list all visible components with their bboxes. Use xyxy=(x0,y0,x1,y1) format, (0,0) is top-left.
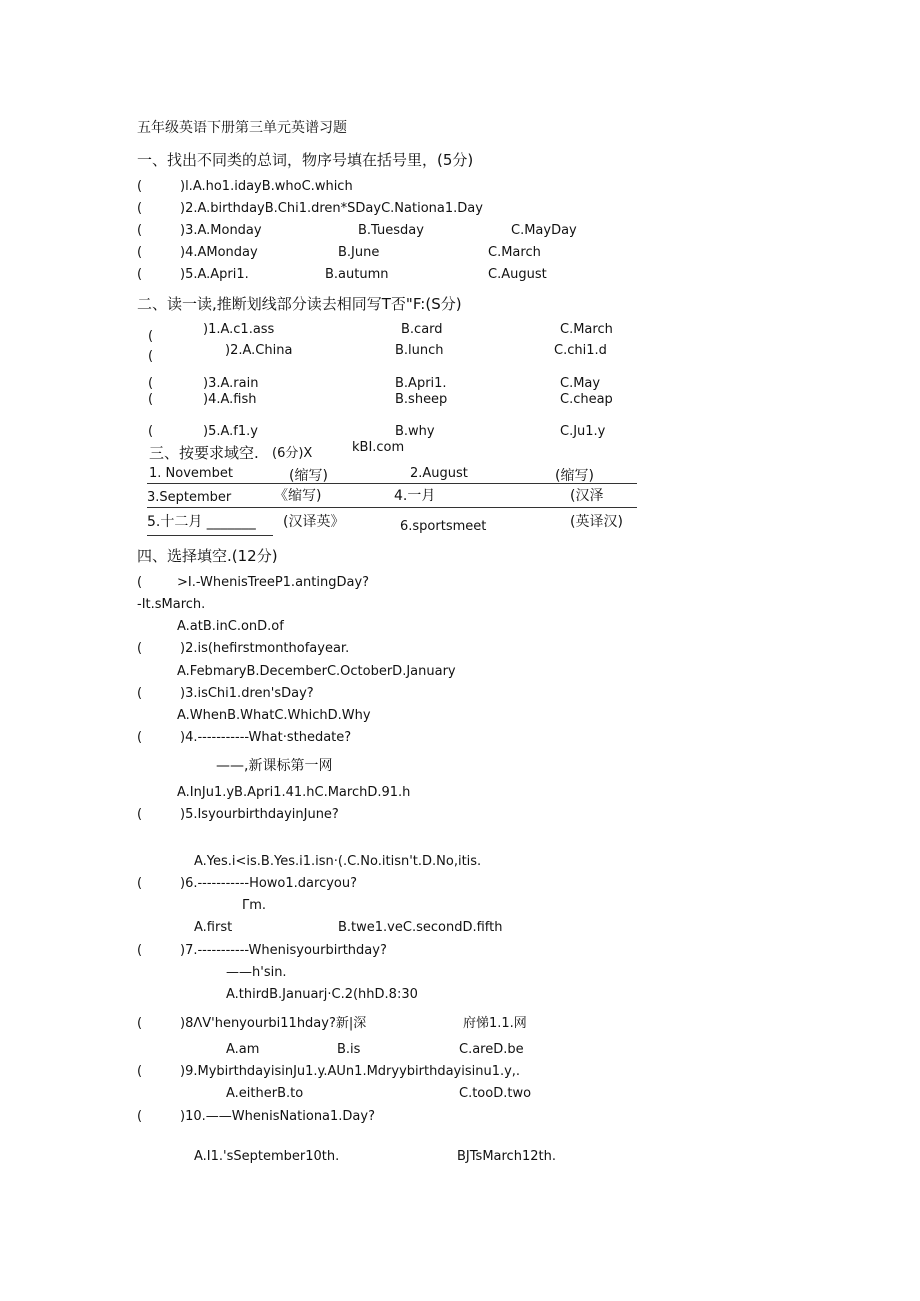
fill-hint: 《缩写) xyxy=(274,488,322,504)
option-b: B.card xyxy=(401,322,443,337)
option-a: )1.A.c1.ass xyxy=(203,322,275,337)
option-a: )5.A.f1.y xyxy=(203,424,258,439)
question-text: )5.IsyourbirthdayinJune? xyxy=(180,807,339,822)
option-a: )3.A.rain xyxy=(203,376,259,391)
option-b: B.autumn xyxy=(325,267,389,282)
fill-item: 3.September xyxy=(147,490,232,505)
answer-paren[interactable]: ( xyxy=(148,376,154,391)
option-b: B.lunch xyxy=(395,343,444,358)
option-c: C.Ju1.y xyxy=(560,424,606,439)
option-a: )4.A.fish xyxy=(203,392,257,407)
section-3-score: (6分)X xyxy=(272,446,313,461)
answer-paren[interactable]: ( xyxy=(137,876,143,891)
options-text: A.eitherB.to xyxy=(226,1086,304,1101)
options-text: A.Yes.i<is.B.Yes.i1.isn·(.C.No.itisn't.D.No,itis. xyxy=(194,854,482,869)
answer-paren[interactable]: ( xyxy=(137,686,143,701)
option-b: B.Apri1. xyxy=(395,376,447,391)
answer-line[interactable] xyxy=(147,535,273,536)
question-text: -It.sMarch. xyxy=(137,597,206,612)
fill-item: 1. Novembet xyxy=(149,466,233,481)
question-text: )3.A.Monday xyxy=(180,223,262,238)
options-text: C.areD.be xyxy=(459,1042,524,1057)
option-b: B.June xyxy=(338,245,380,260)
question-text: )7.-----------Whenisyourbirthday? xyxy=(180,943,387,958)
option-b: B.sheep xyxy=(395,392,448,407)
option-b: B.Tuesday xyxy=(358,223,424,238)
answer-paren[interactable]: ( xyxy=(137,575,143,590)
fill-hint: (英译汉) xyxy=(570,514,623,530)
options-text: A.atB.inC.onD.of xyxy=(177,619,284,634)
question-text: )3.isChi1.dren'sDay? xyxy=(180,686,314,701)
answer-paren[interactable]: ( xyxy=(137,1064,143,1079)
fill-item: 5.十二月 _______ xyxy=(147,514,256,530)
question-text: )8ΛV'henyourbi11hday?新|深 xyxy=(180,1016,367,1031)
question-text: )2.is(hefirstmonthofayear. xyxy=(180,641,350,656)
option-c: C.August xyxy=(488,267,547,282)
option-b: B.why xyxy=(395,424,435,439)
section-3-heading: 三、按要求域空. xyxy=(149,444,259,462)
watermark-text: 府悌1.1.网 xyxy=(463,1016,527,1031)
answer-paren[interactable]: ( xyxy=(137,641,143,656)
answer-paren[interactable]: ( xyxy=(137,201,143,216)
answer-paren[interactable]: ( xyxy=(137,267,143,282)
options-text: A.WhenB.WhatC.WhichD.Why xyxy=(177,708,371,723)
question-text: ——h'sin. xyxy=(226,965,287,980)
answer-paren[interactable]: ( xyxy=(137,807,143,822)
fill-hint: (缩写) xyxy=(555,468,594,484)
options-text: BJTsMarch12th. xyxy=(457,1149,556,1164)
answer-paren[interactable]: ( xyxy=(137,223,143,238)
question-text: )6.-----------Howo1.darcyou? xyxy=(180,876,358,891)
question-text: Γm. xyxy=(242,898,267,913)
answer-line[interactable] xyxy=(147,507,637,508)
page-title: 五年级英语下册第三单元英谱习题 xyxy=(137,120,347,136)
watermark-text: kBI.com xyxy=(352,440,405,455)
question-text: )2.A.birthdayB.Chi1.dren*SDayC.Nationa1.Day xyxy=(180,201,483,216)
section-2-heading: 二、读一读,推断划线部分读去相同写T否"F:(S分) xyxy=(137,295,462,313)
section-1-heading: 一、找出不同类的总词，物序号填在括号里，(5分) xyxy=(137,151,474,169)
fill-hint: (汉译英》 xyxy=(283,514,345,530)
answer-line[interactable] xyxy=(147,483,637,484)
options-text: A.FebmaryB.DecemberC.OctoberD.January xyxy=(177,664,456,679)
options-text: A.first xyxy=(194,920,233,935)
question-text: )5.A.Apri1. xyxy=(180,267,249,282)
fill-item: 6.sportsmeet xyxy=(400,519,487,534)
question-text: )4.AMonday xyxy=(180,245,258,260)
option-c: C.March xyxy=(560,322,613,337)
options-text: A.I1.'sSeptember10th. xyxy=(194,1149,340,1164)
option-c: C.May xyxy=(560,376,601,391)
question-text: >I.-WhenisTreeP1.antingDay? xyxy=(177,575,370,590)
fill-hint: (汉泽 xyxy=(570,488,604,504)
question-text: )9.MybirthdayisinJu1.y.AUn1.Mdryybirthdayisinu1.y,. xyxy=(180,1064,521,1079)
answer-paren[interactable]: ( xyxy=(137,179,143,194)
options-text: B.twe1.veC.secondD.fifth xyxy=(338,920,503,935)
option-c: C.MayDay xyxy=(511,223,577,238)
option-c: C.chi1.d xyxy=(554,343,607,358)
options-text: A.InJu1.yB.Apri1.41.hC.MarchD.91.h xyxy=(177,785,411,800)
options-text: C.tooD.two xyxy=(459,1086,532,1101)
answer-paren[interactable]: ( xyxy=(137,943,143,958)
fill-item: 4.一月 xyxy=(394,488,436,504)
option-c: C.March xyxy=(488,245,541,260)
section-4-heading: 四、选择填空.(12分) xyxy=(137,547,278,565)
answer-paren[interactable]: ( xyxy=(137,245,143,260)
question-text: )10.——WhenisNationa1.Day? xyxy=(180,1109,375,1124)
question-text: )l.A.ho1.idayB.whoC.which xyxy=(180,179,353,194)
option-a: )2.A.China xyxy=(225,343,293,358)
answer-paren[interactable]: ( xyxy=(137,1109,143,1124)
question-text: )4.-----------What·sthedate? xyxy=(180,730,352,745)
question-text: ——,新课标第一网 xyxy=(216,758,333,774)
fill-item: 2.August xyxy=(410,466,468,481)
answer-paren[interactable]: ( xyxy=(148,424,154,439)
answer-paren[interactable]: ( xyxy=(148,349,154,364)
answer-paren[interactable]: ( xyxy=(148,392,154,407)
option-c: C.cheap xyxy=(560,392,613,407)
options-text: A.thirdB.Januarj·C.2(hhD.8:30 xyxy=(226,987,418,1002)
answer-paren[interactable]: ( xyxy=(148,329,154,344)
answer-paren[interactable]: ( xyxy=(137,730,143,745)
options-text: A.am xyxy=(226,1042,260,1057)
fill-hint: (缩写) xyxy=(289,468,328,484)
options-text: B.is xyxy=(337,1042,361,1057)
answer-paren[interactable]: ( xyxy=(137,1016,143,1031)
